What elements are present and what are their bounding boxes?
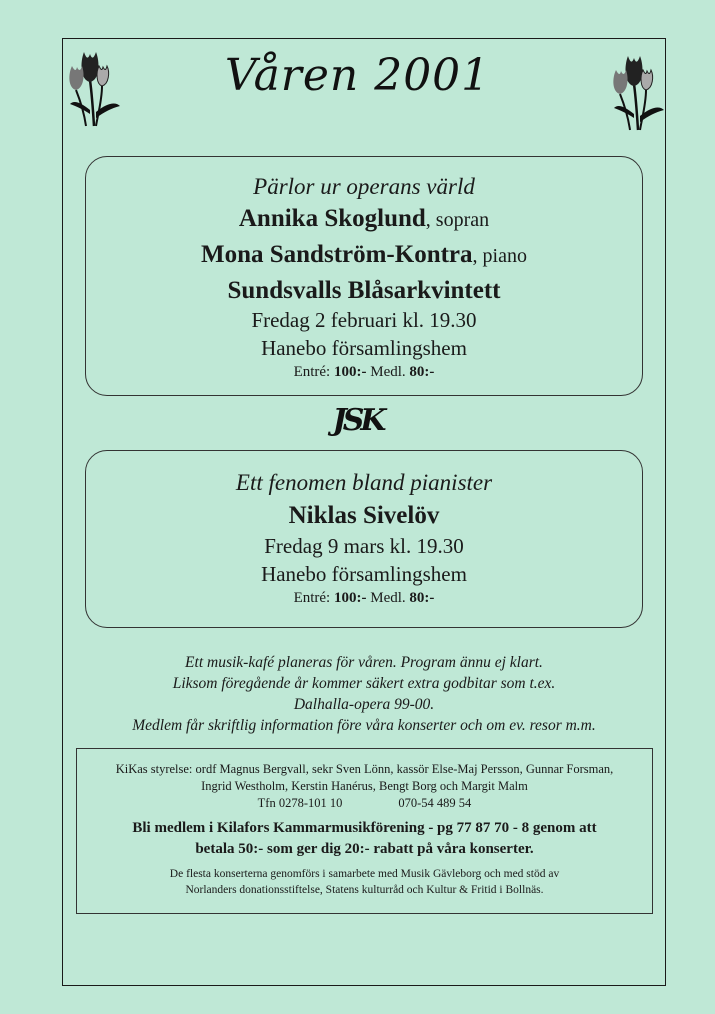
sponsor-text: Norlanders donationsstiftelse, Statens kulturråd och Kultur & Fritid i Bollnäs. [185, 884, 544, 896]
concert-venue: Hanebo församlingshem [261, 561, 467, 586]
phone-number: Tfn 0278-101 10 [257, 796, 343, 810]
info-line: Liksom föregående år kommer säkert extra godbitar som t.ex. [172, 675, 556, 692]
info-text [62, 652, 666, 736]
member-price: 80:- [409, 363, 435, 380]
sponsor-text: De flesta konserterna genomförs i samarbete med Musik Gävleborg och med stöd av [169, 868, 560, 880]
concert-box-2 [85, 450, 643, 628]
board-box [76, 748, 653, 914]
concert-box-1 [85, 156, 643, 396]
info-line: Medlem får skriftlig information före våra konserter och om ev. resor m.m. [132, 717, 596, 734]
entry-price: 100:- [333, 363, 367, 380]
member-price: 80:- [409, 589, 435, 606]
performer-role: , piano [472, 244, 527, 267]
member-label: Medl. [366, 363, 410, 380]
member-label: Medl. [366, 589, 410, 606]
entry-label: Entré: [293, 363, 334, 380]
performer-name: Niklas Sivelöv [288, 501, 440, 529]
membership-text: Bli medlem i Kilafors Kammarmusikförening - pg 77 87 70 - 8 genom att [132, 820, 597, 836]
phone-line [77, 795, 652, 812]
page-title: Våren 2001 [224, 50, 491, 101]
performer-name: Annika Skoglund [238, 204, 426, 232]
performer-line [86, 204, 642, 234]
phone-number: 070-54 489 54 [398, 796, 472, 810]
monogram-logo: JSK [332, 403, 383, 438]
board-members-line: KiKas styrelse: ordf Magnus Bergvall, sekr Sven Lönn, kassör Else-Maj Persson, Gunnar Forsman, [115, 762, 614, 776]
performer-role: , sopran [425, 208, 490, 231]
board-members-line: Ingrid Westholm, Kerstin Hanérus, Bengt Borg och Margit Malm [201, 779, 528, 793]
concert-date: Fredag 2 februari kl. 19.30 [251, 307, 477, 332]
info-line: Dalhalla-opera 99-00. [293, 696, 435, 713]
entry-label: Entré: [293, 589, 334, 606]
concert-subtitle: Ett fenomen bland pianister [235, 470, 493, 495]
membership-text: betala 50:- som ger dig 20:- rabatt på våra konserter. [195, 841, 534, 857]
info-line: Ett musik-kafé planeras för våren. Program ännu ej klart. [185, 654, 543, 671]
entry-price: 100:- [333, 589, 367, 606]
ticket-prices [86, 589, 642, 607]
performer-name: Mona Sandström-Kontra [201, 240, 473, 268]
ticket-prices [86, 363, 642, 381]
ensemble-name: Sundsvalls Blåsarkvintett [227, 276, 501, 304]
concert-venue: Hanebo församlingshem [261, 335, 467, 360]
concert-subtitle: Pärlor ur operans värld [253, 174, 475, 199]
concert-date: Fredag 9 mars kl. 19.30 [264, 533, 464, 558]
performer-line [86, 240, 642, 270]
